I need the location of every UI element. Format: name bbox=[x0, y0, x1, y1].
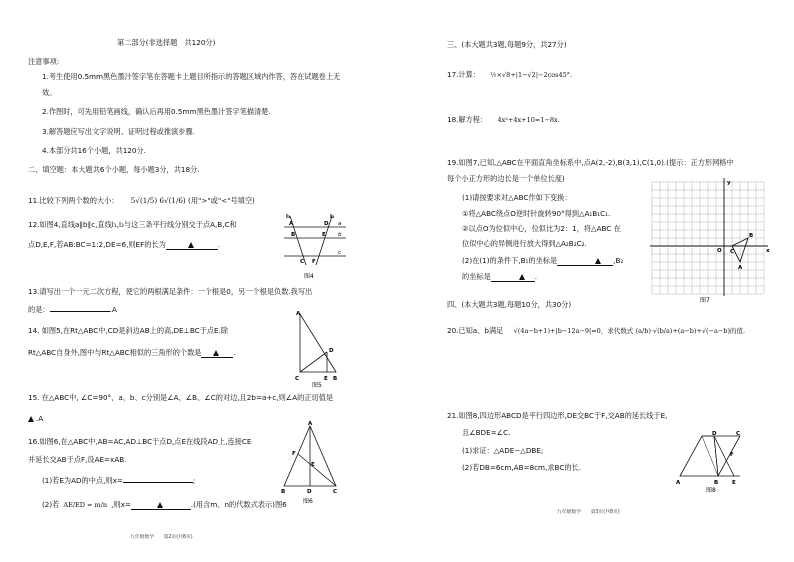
svg-text:b: b bbox=[338, 232, 342, 238]
question-14-line-2: Rt△ABC自身外,图中与Rt△ABC相似的三角形的个数是 . bbox=[28, 348, 236, 357]
question-16-line-1: 16.如图6,在△ABC中,AB=AC,AD⊥BC于点D,点E在线段AD上,连接CE bbox=[28, 437, 252, 446]
svg-text:a: a bbox=[338, 221, 342, 227]
q20-expression-2: (a/b)·√(b/a)+(a−b)+√(−a−b)的值. bbox=[635, 327, 746, 335]
question-13-line-2 bbox=[28, 305, 117, 314]
triangle-marker-icon bbox=[519, 274, 525, 280]
figure-7-grid bbox=[646, 178, 770, 304]
svg-text:E: E bbox=[322, 232, 326, 238]
question-11 bbox=[28, 196, 255, 205]
question-19-part-1b-line-1: ②以点O为位似中心，位似比为2：1，将△ABC 在 bbox=[462, 224, 621, 233]
figure-8-caption: 图8 bbox=[706, 487, 716, 494]
svg-text:F: F bbox=[312, 259, 316, 265]
section-4-title: 四、(本大题共3题,每题10分，共30分) bbox=[447, 300, 572, 309]
question-12-line-1: 12.如图4,直线a∥b∥c,直线l₁,l₂与这三条平行线分别交于点A,B,C和 bbox=[28, 220, 237, 229]
q20-text: 20.已知a、b满足 bbox=[447, 326, 504, 335]
question-19-part-1b-line-2: 位似中心的异侧进行放大得到△A₂B₂C₂. bbox=[462, 239, 587, 248]
figure-5 bbox=[290, 306, 350, 388]
svg-text:C: C bbox=[300, 259, 305, 265]
question-16-line-2: 并延长交AB于点F,设AE=xAB. bbox=[28, 455, 127, 464]
q17-text: 17.计算： bbox=[447, 70, 480, 79]
question-15-line-2 bbox=[28, 414, 43, 423]
question-19-line-1: 19.如图7,已知,△ABC在平面直角坐标系中,点A(2,-2),B(3,1),C(1,0).(提示：正方形网格中 bbox=[447, 158, 734, 167]
svg-text:D: D bbox=[329, 348, 334, 354]
question-15-line-1: 15. 在△ABC中, ∠C=90°，a、b、c分别是∠A、∠B、∠C的对边,且2b=a+c,则∠A的正切值是 bbox=[28, 393, 334, 402]
question-19-part-2b: 的坐标是 . bbox=[462, 272, 538, 281]
triangle-marker-icon bbox=[188, 242, 194, 248]
question-19-part-1: (1)请按要求对△ABC作如下变换： bbox=[462, 193, 572, 202]
svg-text:l₂: l₂ bbox=[330, 214, 335, 220]
question-21-part-2: (2)若DB=6cm,AB=8cm,求BC的长. bbox=[462, 463, 582, 472]
q16-p2-x: ,则x= bbox=[111, 500, 131, 509]
svg-text:B: B bbox=[333, 376, 338, 382]
question-21-line-2: 且∠BDE=∠C. bbox=[462, 428, 511, 437]
q16-p2-end: .(用含m、n的代数式表示)图6 bbox=[190, 500, 287, 509]
svg-text:E: E bbox=[311, 462, 315, 468]
answer-blank[interactable] bbox=[50, 311, 110, 312]
svg-text:C: C bbox=[333, 489, 338, 495]
svg-text:D: D bbox=[324, 221, 329, 227]
triangle-marker-icon bbox=[595, 258, 601, 264]
answer-blank[interactable] bbox=[557, 256, 613, 266]
q15-end: .A bbox=[36, 414, 44, 423]
question-19-part-2 bbox=[462, 256, 623, 266]
question-21-line-1: 21.如图8,四边形ABCD是平行四边形,DE交BC于F,交AB的延长线于E, bbox=[447, 411, 668, 420]
q14-text: Rt△ABC自身外,图中与Rt△ABC相似的三角形的个数是 bbox=[28, 348, 202, 357]
q11-hint: (用">"或"<"号填空) bbox=[188, 196, 255, 205]
svg-text:E: E bbox=[732, 480, 736, 486]
triangle-marker-icon bbox=[28, 416, 34, 422]
q16-p2-text: (2)若 bbox=[42, 500, 60, 509]
svg-text:B: B bbox=[291, 232, 296, 238]
question-17 bbox=[447, 70, 572, 80]
q19-p2-text: (2)在(1)的条件下,B₁的坐标是 bbox=[462, 256, 558, 265]
q18-text: 18.解方程： bbox=[447, 115, 488, 124]
svg-text:A: A bbox=[289, 221, 294, 227]
point-a-label: A bbox=[738, 265, 743, 271]
figure-8 bbox=[672, 428, 752, 496]
figure-4 bbox=[280, 210, 350, 282]
question-18 bbox=[447, 115, 560, 125]
answer-blank[interactable] bbox=[491, 272, 535, 282]
svg-text:E: E bbox=[324, 376, 328, 382]
q19-p2-b2: ,B₂ bbox=[613, 256, 624, 265]
question-12-line-2: 点D,E,F,若AB:BC=1:2,DE=6,则EF的长为 . bbox=[28, 240, 221, 249]
question-19-part-1a: ①将△ABC绕点O逆时针旋转90°得到△A₁B₁C₁. bbox=[462, 209, 611, 218]
answer-blank[interactable] bbox=[201, 348, 233, 358]
y-axis-label: y bbox=[727, 180, 731, 186]
q11-expression: 5√(1/5) 6√(1/6) bbox=[130, 196, 186, 205]
question-21-part-1: (1)求证：△ADE∽△DBE; bbox=[462, 446, 544, 455]
section-2-title: 二、填空题：本大题共6个小题，每小题3分，共18分. bbox=[28, 165, 200, 174]
question-19-line-2: 每个小正方形的边长是一个单位长度) bbox=[447, 174, 565, 183]
section-3-title: 三、(本大题共3题,每题9分，共27分) bbox=[447, 40, 567, 49]
svg-text:A: A bbox=[308, 421, 313, 427]
origin-label: O bbox=[717, 248, 722, 254]
note-1-cont: 效。 bbox=[42, 88, 57, 97]
x-axis-label: x bbox=[766, 248, 770, 254]
point-c-label: C bbox=[730, 249, 735, 255]
note-3: 3.解答题应写出文字说明、证明过程或推演步骤. bbox=[42, 127, 195, 136]
note-4: 4.本部分共16个小题，共120分. bbox=[42, 146, 146, 155]
notes-title: 注意事项: bbox=[28, 57, 60, 66]
svg-text:A: A bbox=[296, 311, 301, 317]
q18-expression: 4x²+4x+10=1−8x. bbox=[497, 116, 560, 124]
triangle-marker-icon bbox=[157, 502, 163, 508]
answer-blank[interactable] bbox=[123, 482, 193, 483]
q13-end: .A bbox=[109, 305, 117, 314]
svg-text:c: c bbox=[338, 250, 342, 256]
svg-text:F: F bbox=[730, 452, 734, 458]
svg-text:D: D bbox=[712, 431, 717, 437]
q19-p2c-text: 的坐标是 bbox=[462, 272, 491, 281]
svg-text:F: F bbox=[292, 451, 296, 457]
svg-text:l₁: l₁ bbox=[286, 214, 291, 220]
right-footer: 九年级数学 第3页(共8页) bbox=[557, 510, 620, 515]
question-16-part-2 bbox=[42, 500, 287, 510]
q12-text: 点D,E,F,若AB:BC=1:2,DE=6,则EF的长为 bbox=[28, 240, 166, 249]
q13-text: 的是： bbox=[28, 305, 50, 314]
question-20 bbox=[447, 326, 745, 336]
q16-p1-text: (1)若E为AD的中点,则x= bbox=[42, 476, 123, 485]
q16-p1-end: ; bbox=[192, 476, 196, 485]
figure-6 bbox=[278, 420, 340, 510]
question-14-line-1: 14. 如图5,在Rt△ABC中,CD是斜边AB上的高,DE⊥BC于点E.除 bbox=[28, 326, 229, 335]
note-2: 2.作图时，可先用铅笔画线，确认后再用0.5mm黑色墨汁签字笔描清楚. bbox=[42, 107, 271, 116]
left-footer: 九年级数学 第2页(共8页) bbox=[130, 535, 193, 540]
svg-text:B: B bbox=[714, 480, 719, 486]
q16-fraction: AE/ED = m/n bbox=[63, 501, 108, 509]
point-b-label: B bbox=[749, 233, 754, 239]
answer-blank[interactable] bbox=[131, 500, 191, 510]
figure-6-caption: 图6 bbox=[303, 498, 313, 505]
triangle-abc bbox=[732, 238, 748, 262]
q11-text: 11.比较下列两个数的大小： bbox=[28, 196, 119, 205]
question-16-part-1 bbox=[42, 476, 195, 485]
question-13-line-1: 13.请写出一个一元二次方程，使它的两根满足条件：一个根是0，另一个根是负数.我写出 bbox=[28, 287, 313, 296]
answer-blank[interactable] bbox=[166, 240, 218, 250]
svg-text:C: C bbox=[295, 376, 300, 382]
svg-text:A: A bbox=[676, 480, 681, 486]
svg-text:B: B bbox=[281, 489, 286, 495]
q20-expression: √(4a−b+1)+|b−12a−9|=0，求代数式 bbox=[513, 327, 634, 335]
svg-text:D: D bbox=[307, 489, 312, 495]
note-1: 1.考生使用0.5mm黑色墨汁签字笔在答题卡上题目所指示的答题区域内作答，答在试题卷上无 bbox=[42, 72, 341, 81]
triangle-marker-icon bbox=[213, 350, 219, 356]
svg-text:C: C bbox=[736, 431, 741, 437]
part-title: 第二部分(非选择题 共120分) bbox=[117, 38, 216, 47]
figure-7-caption: 图7 bbox=[700, 297, 710, 304]
q17-expression: ½×√8+|1−√2|−2cos45°. bbox=[490, 71, 573, 79]
figure-4-caption: 图4 bbox=[304, 273, 314, 280]
figure-5-caption: 图5 bbox=[312, 382, 322, 388]
